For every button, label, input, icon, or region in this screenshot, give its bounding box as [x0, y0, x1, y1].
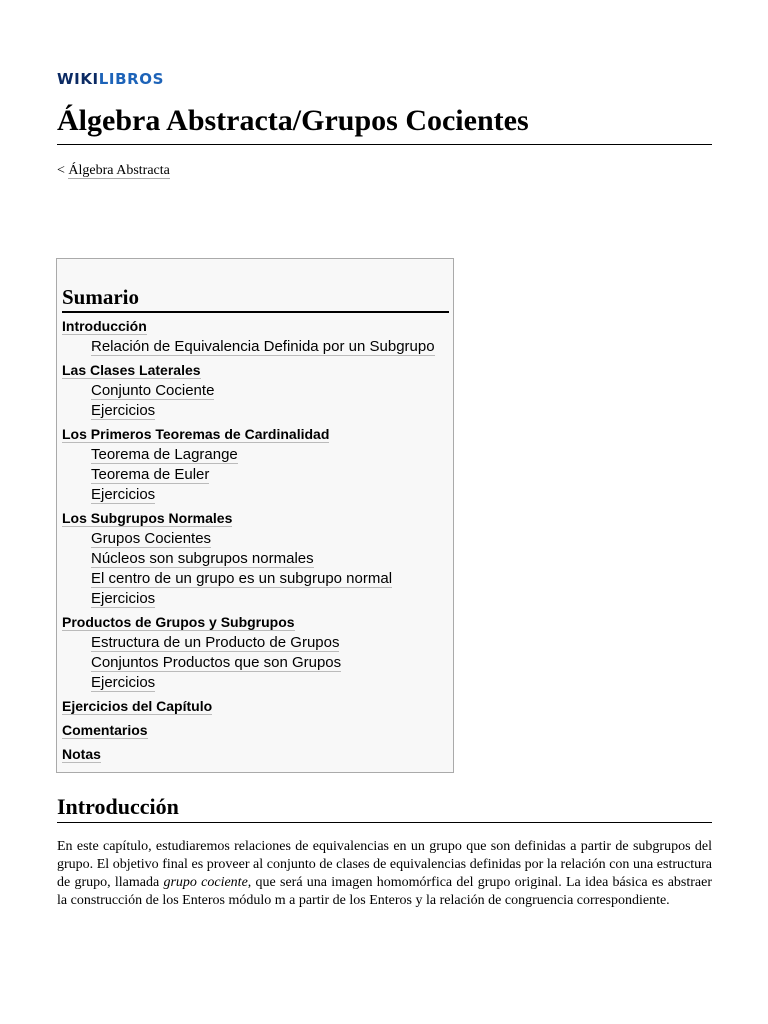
toc-entry-label: Ejercicios [91, 674, 156, 691]
toc-entry-label: Grupos Cocientes [91, 530, 212, 547]
main-paragraph [57, 838, 712, 910]
toc-entry-label: Ejercicios del Capítulo [62, 698, 213, 714]
toc-entry[interactable] [91, 633, 339, 652]
toc-entry-label: Ejercicios [91, 402, 156, 419]
toc-entry[interactable] [91, 673, 155, 692]
wikilibros-logo[interactable] [57, 70, 164, 88]
toc-entry[interactable] [91, 549, 314, 568]
logo-part-wiki: WIKI [57, 70, 99, 88]
toc-entry[interactable] [62, 425, 329, 444]
toc-entry-label: El centro de un grupo es un subgrupo normal [91, 570, 393, 587]
toc-entry[interactable] [62, 317, 147, 336]
paragraph-emphasis: grupo cociente [163, 875, 248, 890]
toc-entry[interactable] [91, 381, 214, 400]
logo-part-libros: LIBROS [98, 70, 165, 88]
toc-entry[interactable] [91, 653, 341, 672]
toc-entry[interactable] [62, 697, 212, 716]
toc-entry-label: Ejercicios [91, 590, 156, 607]
toc-entry-label: Teorema de Lagrange [91, 446, 238, 463]
toc-entry-label: Estructura de un Producto de Grupos [91, 634, 340, 651]
toc-entry-label: Conjuntos Productos que son Grupos [91, 654, 342, 671]
page-title: Álgebra Abstracta/Grupos Cocientes [57, 101, 712, 145]
toc-entry-label: Productos de Grupos y Subgrupos [62, 614, 295, 630]
toc-entry-label: Conjunto Cociente [91, 382, 215, 399]
toc-entry[interactable] [62, 745, 101, 764]
toc-entry[interactable] [91, 485, 155, 504]
toc-entry[interactable] [91, 445, 238, 464]
toc-entry-label: Los Primeros Teoremas de Cardinalidad [62, 426, 330, 442]
toc-entry[interactable] [91, 401, 155, 420]
toc-entry[interactable] [62, 509, 232, 528]
toc-entry-label: Notas [62, 746, 101, 762]
toc-entry-label: Introducción [62, 318, 147, 334]
toc-entry-label: Ejercicios [91, 486, 156, 503]
toc-entry[interactable] [62, 721, 148, 740]
toc-entry[interactable] [62, 361, 201, 380]
section-heading: Introducción [57, 793, 712, 823]
breadcrumb-link-parent[interactable]: Álgebra Abstracta [68, 163, 170, 178]
toc-entry[interactable] [91, 589, 155, 608]
toc-title: Sumario [62, 284, 449, 313]
breadcrumb [57, 162, 170, 180]
toc-entry-label: Relación de Equivalencia Definida por un Subgrupo [91, 338, 435, 355]
breadcrumb-prefix: < [57, 163, 69, 178]
paragraph-text-start: En este capítulo, estudiaremos relaciones de equivalencias en un grupo que son definidas a partir de subgrupos del grupo. El objetivo final es proveer al conjunto de clases de equivalencias definidas por la relación con una estructura de grupo, llamada [57, 839, 712, 890]
toc-entry[interactable] [91, 569, 392, 588]
toc-entry-label: Los Subgrupos Normales [62, 510, 233, 526]
toc-entry[interactable] [91, 337, 435, 356]
table-of-contents [56, 258, 454, 773]
toc-entry[interactable] [62, 613, 295, 632]
toc-entry[interactable] [91, 465, 209, 484]
toc-entry-label: Las Clases Laterales [62, 362, 201, 378]
paragraph-text-end: , que será una imagen homomórfica del grupo original. La idea básica es abstraer la construcción de los Enteros módulo m a partir de los Enteros y la relación de congruencia correspondiente. [57, 875, 713, 908]
toc-entry[interactable] [91, 529, 211, 548]
toc-entry-label: Comentarios [62, 722, 148, 738]
toc-entry-label: Núcleos son subgrupos normales [91, 550, 314, 567]
toc-entry-label: Teorema de Euler [91, 466, 210, 483]
